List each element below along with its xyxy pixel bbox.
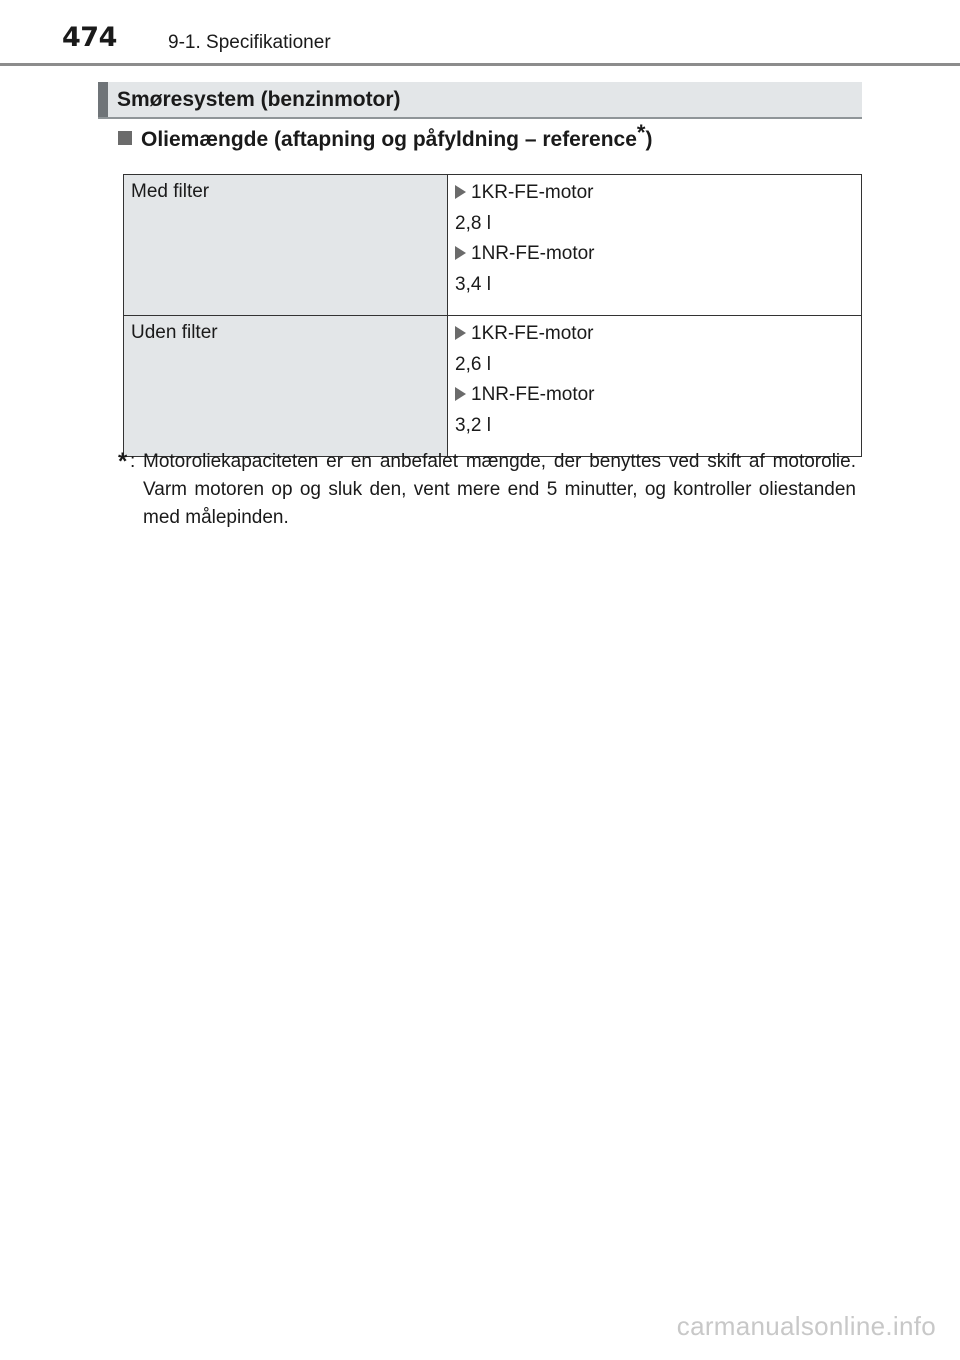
square-bullet-icon: [118, 131, 132, 145]
engine-name: 1NR-FE-motor: [471, 243, 595, 264]
footnote: [118, 448, 856, 532]
engine-name: 1KR-FE-motor: [471, 182, 594, 203]
triangle-right-icon: [455, 246, 466, 260]
engine-entry: [455, 322, 854, 346]
subheading: [118, 120, 653, 152]
subheading-text: Oliemængde (aftapning og påfyldning – reference: [141, 128, 637, 151]
oil-capacity-table: [123, 174, 862, 457]
page-header: [0, 0, 960, 66]
engine-entry: [455, 383, 854, 407]
header-divider: [0, 63, 960, 66]
row-values: [448, 316, 862, 457]
engine-name: 1KR-FE-motor: [471, 323, 594, 344]
table-row: [124, 175, 862, 316]
chapter-title: 9-1. Specifikationer: [168, 32, 331, 53]
engine-name: 1NR-FE-motor: [471, 384, 595, 405]
capacity-value: 3,4 l: [455, 274, 491, 295]
footnote-marker: *: [118, 448, 128, 475]
triangle-right-icon: [455, 387, 466, 401]
engine-entry: [455, 242, 854, 266]
capacity-value: 3,2 l: [455, 415, 491, 436]
triangle-right-icon: [455, 326, 466, 340]
row-values: [448, 175, 862, 316]
triangle-right-icon: [455, 185, 466, 199]
watermark: carmanualsonline.info: [676, 1311, 936, 1341]
footnote-reference: *: [636, 120, 646, 145]
table-row: [124, 316, 862, 457]
row-label: Uden filter: [124, 316, 448, 457]
page-number: 474: [62, 22, 117, 53]
capacity-value: 2,6 l: [455, 354, 491, 375]
footnote-colon: :: [130, 451, 136, 472]
section-heading: [98, 82, 862, 119]
section-accent-bar: [98, 82, 108, 117]
capacity-value: 2,8 l: [455, 213, 491, 234]
row-label: Med filter: [124, 175, 448, 316]
engine-entry: [455, 181, 854, 205]
footnote-text: Motoroliekapaciteten er en anbefalet mængde, der benyttes ved skift af motorolie. Varm motoren op og sluk den, vent mere end 5 minutter, og kontroller oliestanden med målepinden.: [143, 451, 856, 528]
subheading-closing: ): [645, 128, 653, 151]
section-title: Smøresystem (benzinmotor): [117, 88, 401, 111]
